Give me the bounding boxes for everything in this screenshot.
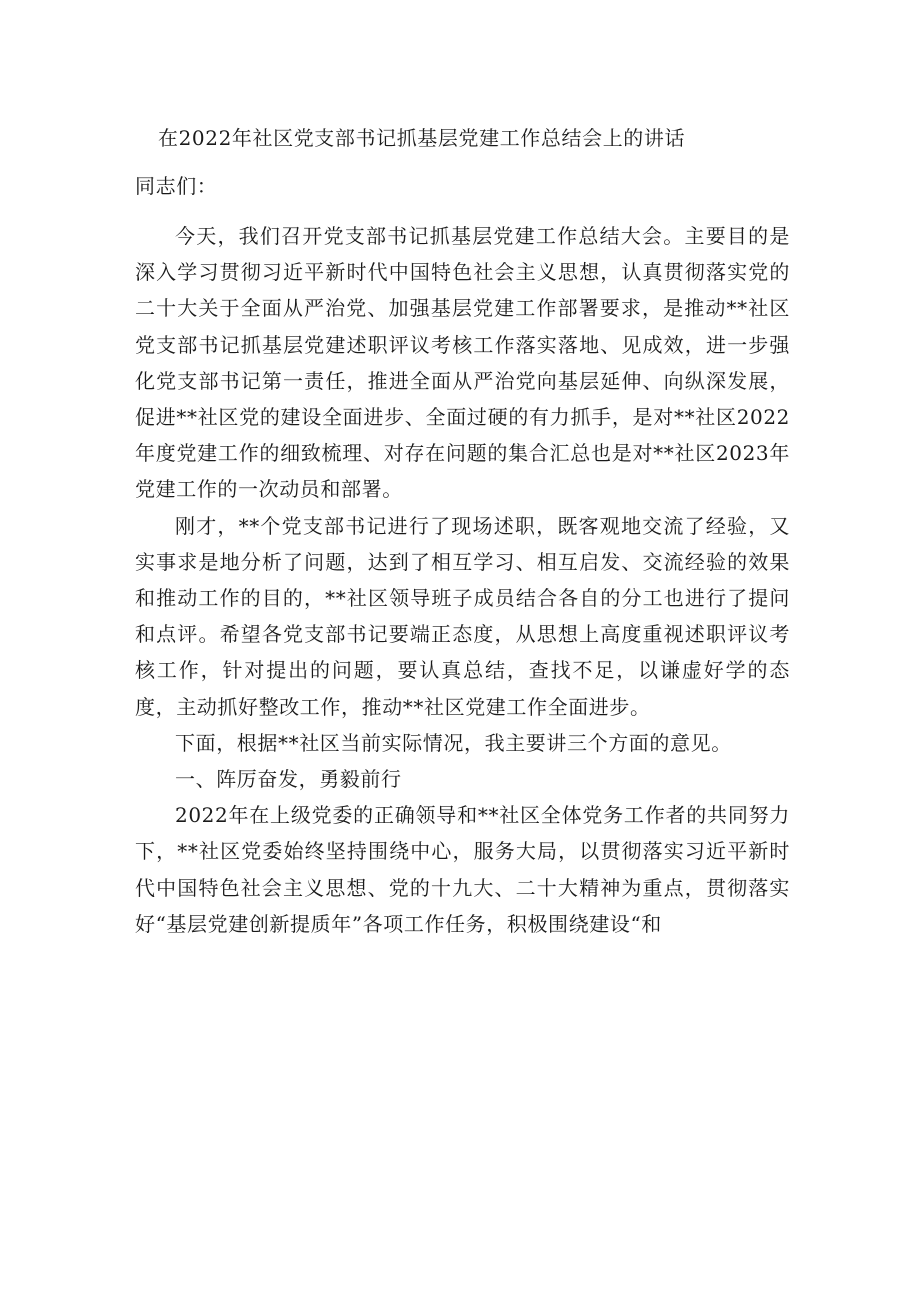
- paragraph-opening: 今天，我们召开党支部书记抓基层党建工作总结大会。主要目的是深入学习贯彻习近平新时代中国特色社会主义思想，认真贯彻落实党的二十大关于全面从严治党、加强基层党建工作部署要求，是推动**社区党支部书记抓基层党建述职评议考核工作落实落地、见成效，进一步强化党支部书记第一责任，推进全面从严治党向基层延伸、向纵深发展，促进**社区党的建设全面进步、全面过硬的有力抓手，是对**社区2022年度党建工作的细致梳理、对存在问题的集合汇总也是对**社区2023年党建工作的一次动员和部署。: [135, 224, 790, 502]
- document-body: [135, 218, 790, 942]
- paragraph-review-2022: 2022年在上级党委的正确领导和**社区全体党务工作者的共同努力下，**社区党委始终坚持围绕中心，服务大局，以贯彻落实习近平新时代中国特色社会主义思想、党的十九大、二十大精神为重点，贯彻落实好“基层党建创新提质年”各项工作任务，积极围绕建设“和: [135, 803, 790, 936]
- section-heading-1: 一、阵厉奋发，勇毅前行: [175, 767, 402, 792]
- paragraph-reports: 刚才，**个党支部书记进行了现场述职，既客观地交流了经验，又实事求是地分析了问题，达到了相互学习、相互启发、交流经验的效果和推动工作的目的，**社区领导班子成员结合各自的分工也进行了提问和点评。希望各党支部书记要端正态度，从思想上高度重视述职评议考核工作，针对提出的问题，要认真总结，查找不足，以谦虚好学的态度，主动抓好整改工作，推动**社区党建工作全面进步。: [135, 513, 790, 719]
- document-title: 在2022年社区党支部书记抓基层党建工作总结会上的讲话: [158, 126, 686, 150]
- paragraph-outline: 下面，根据**社区当前实际情况，我主要讲三个方面的意见。: [175, 730, 732, 755]
- salutation: 同志们：: [135, 174, 218, 198]
